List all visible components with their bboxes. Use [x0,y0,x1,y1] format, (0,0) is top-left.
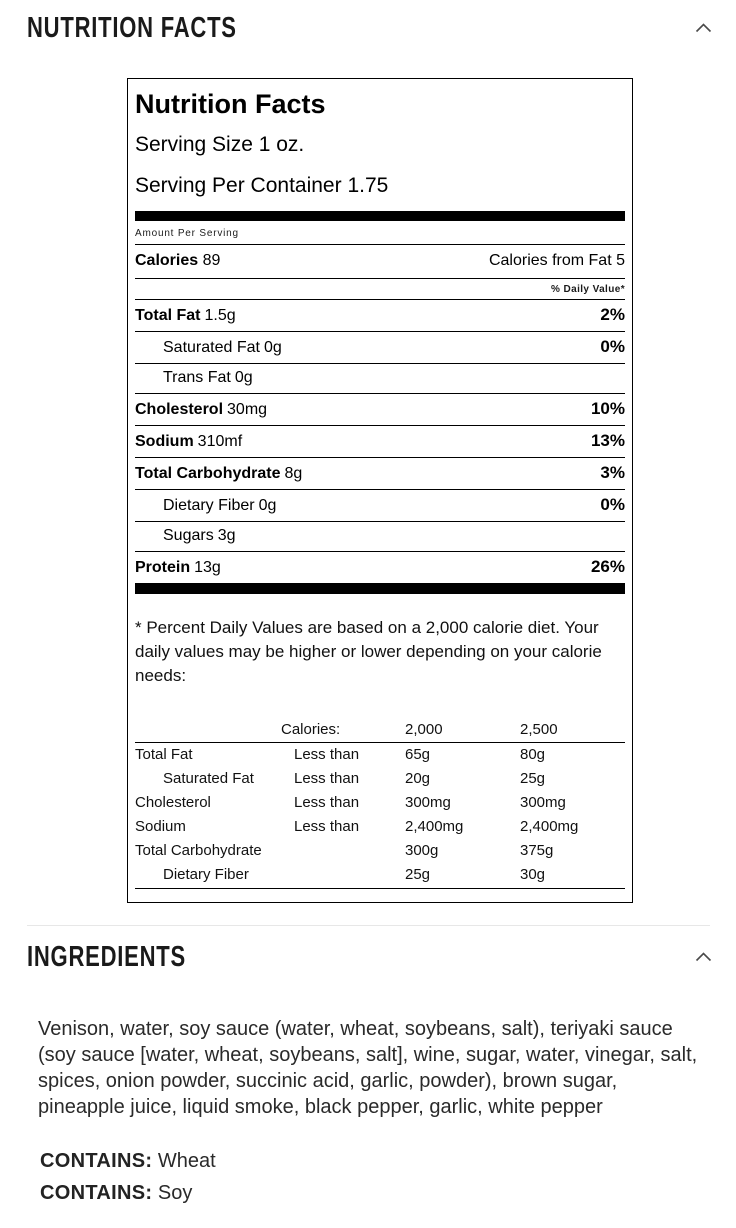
reference-table-bottom-rule [135,888,625,889]
daily-value: 13% [590,431,625,450]
thick-separator-bar [135,583,625,594]
reference-table-row: Sodium Less than 2,400mg 2,400mg [135,818,579,835]
label-title: Nutrition Facts [135,89,326,119]
daily-value: 3% [600,463,625,482]
serving-size: Serving Size 1 oz. [135,133,305,156]
ingredients-text: Venison, water, soy sauce (water, wheat, soybeans, salt), teriyaki sauce (soy sauce [water, wheat, soybeans, salt], wine, sugar, water, vinegar, salt, spices, onion powder, succinic acid, garlic, powder), brown sugar, pineapple juice, liquid smoke, black pepper, garlic, white pepper [38,1018,698,1118]
nutrient-row: Saturated Fat 0g 0% [135,332,625,364]
calories-label: Calories 89 [135,252,221,269]
nutrition-label [127,78,633,903]
nutrition-facts-title: NUTRITION FACTS [27,12,237,44]
nutrient-row: Sugars 3g [135,522,625,552]
daily-value: 2% [600,305,625,324]
daily-value-header: % Daily Value* [135,279,625,300]
reference-table-row: Total Carbohydrate 300g 375g [135,842,554,859]
daily-value: 26% [590,557,625,576]
nutrient-row: Cholesterol 30mg 10% [135,394,625,426]
nutrient-row: Protein 13g 26% [135,557,625,576]
calories-from-fat: Calories from Fat 5 [488,252,625,269]
calories-value: 89 [202,252,221,269]
ingredients-accordion-header[interactable] [0,926,736,972]
daily-value-footnote: * Percent Daily Values are based on a 2,000 calorie diet. Your daily values may be higher or lower depending on your calorie needs: [135,618,602,685]
reference-table [135,718,625,889]
ingredients-title: INGREDIENTS [27,941,186,973]
reference-table-header: Calories: 2,000 2,500 [135,718,625,743]
servings-per-container: Serving Per Container 1.75 [135,174,389,197]
nutrient-row: Total Fat 1.5g 2% [135,300,625,332]
daily-value: 0% [600,495,625,514]
nutrient-row: Total Carbohydrate 8g 3% [135,458,625,490]
allergen-block [40,1145,736,1209]
reference-table-row: Cholesterol Less than 300mg 300mg [135,794,566,811]
ingredients-section [0,926,736,1209]
reference-table-row: Saturated Fat Less than 20g 25g [163,770,546,787]
reference-table-row: Total Fat Less than 65g 80g [135,746,546,763]
daily-value: 0% [600,337,625,356]
amount-per-serving: Amount Per Serving [135,221,625,245]
thick-separator-bar [135,211,625,221]
nutrient-row: Trans Fat 0g [135,364,625,394]
reference-table-row: Dietary Fiber 25g 30g [163,866,546,883]
daily-value: 10% [590,399,625,418]
calories-row [135,245,625,279]
nutrient-row: Sodium 310mf 13% [135,426,625,458]
chevron-up-icon[interactable] [695,20,712,38]
chevron-up-icon[interactable] [695,949,712,967]
nutrition-facts-accordion-header[interactable] [0,0,736,43]
contains-line: CONTAINS: Wheat [40,1150,216,1172]
contains-line: CONTAINS: Soy [40,1182,193,1204]
nutrient-row: Dietary Fiber 0g 0% [135,490,625,522]
